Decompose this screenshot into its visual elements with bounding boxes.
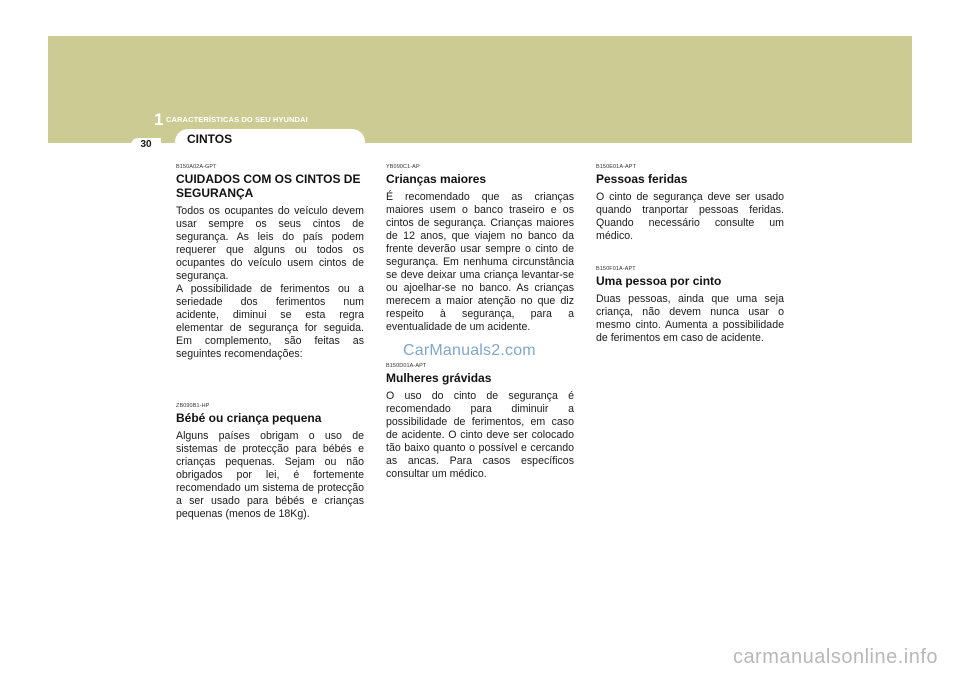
section-body: Duas pessoas, ainda que uma seja criança, não devem nunca usar o mesmo cinto. Aumenta a possibilidade de ferimentos em caso de acidente. xyxy=(596,293,784,344)
chapter-number: 1 xyxy=(154,110,164,129)
section-heading: CUIDADOS COM OS CINTOS DE SEGURANÇA xyxy=(176,172,361,200)
section-body: Alguns países obrigam o uso de sistemas de protecção para bébés e crianças pequenas. Sejam ou não obrigados por lei, é fortemente recomendado um sistema de protecção a ser usado para bébés e crianças pequenas (menos de 18Kg). xyxy=(176,430,364,520)
section-body: O cinto de segurança deve ser usado quando tranportar pessoas feridas. Quando necessário consulte um médico. xyxy=(596,191,784,242)
section-older-children xyxy=(386,164,574,334)
section-body: Todos os ocupantes do veículo devem usar sempre os seus cintos de segurança. As leis do país podem requerer que alguns ou todos os ocupantes do veículo usem cintos de segurança. A possibilidade de ferimentos ou a seriedade dos ferimentos num acidente, diminui se esta regra elementar de segurança for seguida. Em complemento, são feitas as seguintes recomendações: xyxy=(176,205,364,360)
section-seatbelt-care xyxy=(176,164,364,361)
header-band xyxy=(48,36,912,143)
section-code: B150E01A-APT xyxy=(596,164,637,170)
section-heading: Uma pessoa por cinto xyxy=(596,274,722,288)
section-code: B150F01A-APT xyxy=(596,266,636,272)
section-heading: Crianças maiores xyxy=(386,172,487,186)
section-body: O uso do cinto de segurança é recomendado para diminuir a possibilidade de ferimentos, em caso de acidente. O cinto deve ser colocado tão baixo quanto o possível e cercando as ancas. Para casos específicos consultar um médico. xyxy=(386,390,574,480)
section-tab-label: CINTOS xyxy=(187,132,233,146)
section-one-per-belt xyxy=(596,266,784,345)
section-baby xyxy=(176,403,364,521)
section-heading: Bébé ou criança pequena xyxy=(176,411,322,425)
footer-site: carmanualsonline.info xyxy=(732,646,938,668)
page-number: 30 xyxy=(131,138,161,152)
section-injured xyxy=(596,164,784,243)
section-pregnant xyxy=(386,363,574,481)
section-code: B150A02A-GPT xyxy=(176,164,217,170)
section-heading: Mulheres grávidas xyxy=(386,371,492,385)
watermark: CarManuals2.com xyxy=(403,342,536,359)
section-code: B150D01A-APT xyxy=(386,363,427,369)
section-body: É recomendado que as crianças maiores usem o banco traseiro e os cintos de segurança. Crianças maiores de 12 anos, que viajem no banco da frente deverão usar sempre o cinto de segurança. Em nenhuma circunstância se deve deixar uma criança levantar-se ou ajoelhar-se no banco. As crianças merecem a maior atenção no que diz respeito à segurança, para a eventualidade de um acidente. xyxy=(386,191,574,333)
section-code: ZB090B1-HP xyxy=(176,403,210,409)
chapter-title: CARACTERÍSTICAS DO SEU HYUNDAI xyxy=(166,115,308,124)
section-heading: Pessoas feridas xyxy=(596,172,688,186)
section-code: YB090C1-AP xyxy=(386,164,420,170)
